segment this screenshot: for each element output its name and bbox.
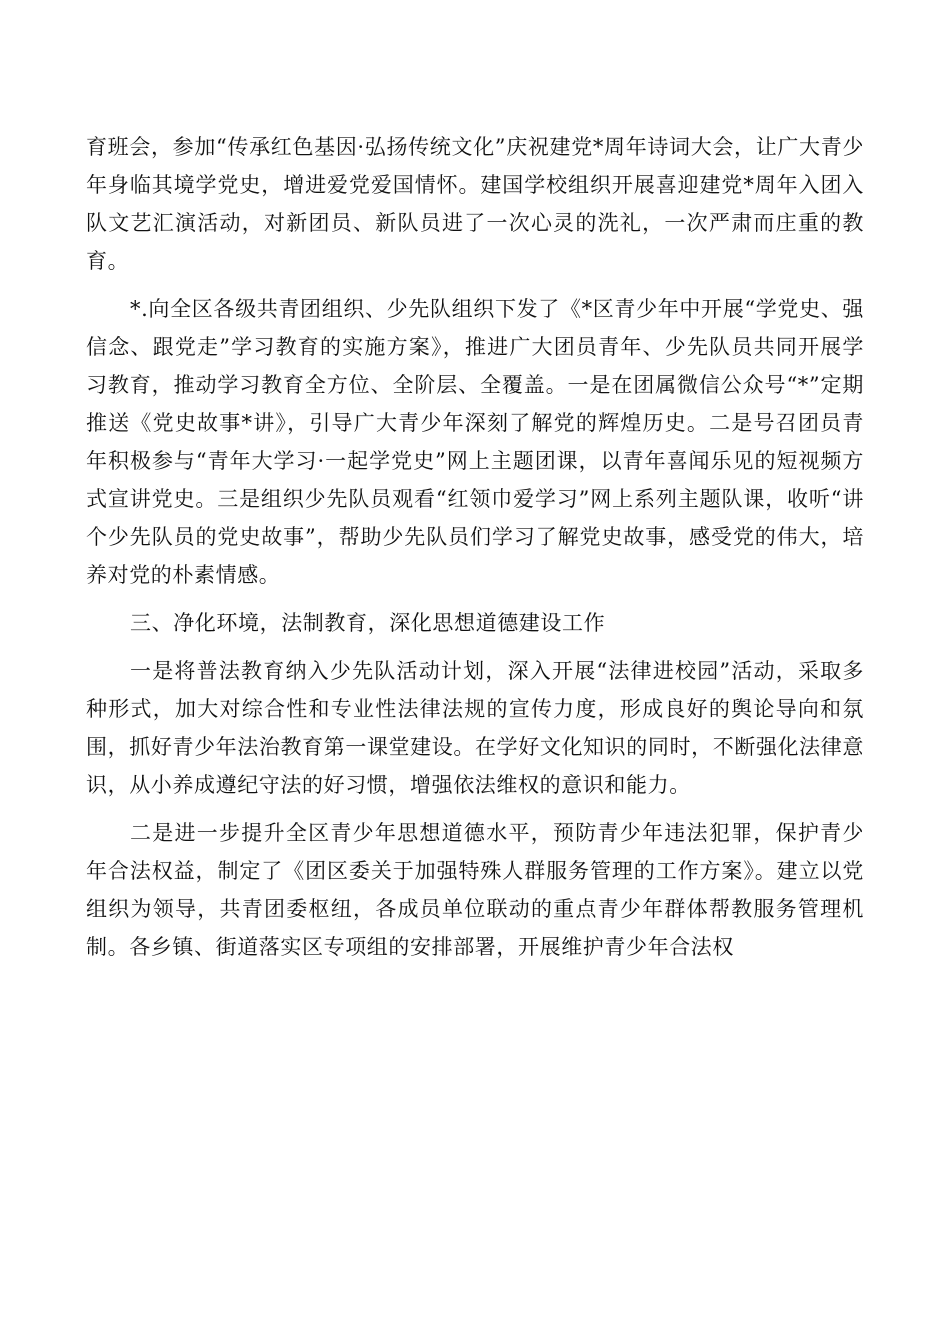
paragraph-youth-protection: 二是进一步提升全区青少年思想道德水平，预防青少年违法犯罪，保护青少年合法权益，制定了《团区委关于加强特殊人群服务管理的工作方案》。建立以党组织为领导，共青团委枢纽，各成员单位联动的重点青少年群体帮教服务管理机制。各乡镇、街道落实区专项组的安排部署，开展维护青少年合法权	[86, 821, 864, 959]
paragraph-continued: 育班会，参加“传承红色基因·弘扬传统文化”庆祝建党*周年诗词大会，让广大青少年身临其境学党史，增进爱党爱国情怀。建国学校组织开展喜迎建党*周年入团入队文艺汇演活动，对新团员、新队员进了一次心灵的洗礼，一次严肃而庄重的教育。	[86, 135, 864, 273]
paragraph-study-campaign: *.向全区各级共青团组织、少先队组织下发了《*区青少年中开展“学党史、强信念、跟党走”学习教育的实施方案》，推进广大团员青年、少先队员共同开展学习教育，推动学习教育全方位、全阶层、全覆盖。一是在团属微信公众号“*”定期推送《党史故事*讲》，引导广大青少年深刻了解党的辉煌历史。二是号召团员青年积极参与“青年大学习·一起学党史”网上主题团课，以青年喜闻乐见的短视频方式宣讲党史。三是组织少先队员观看“红领巾爱学习”网上系列主题队课，收听“讲个少先队员的党史故事”，帮助少先队员们学习了解党史故事，感受党的伟大，培养对党的朴素情感。	[86, 297, 864, 587]
document-page	[86, 128, 864, 976]
paragraph-law-education: 一是将普法教育纳入少先队活动计划，深入开展“法律进校园”活动，采取多种形式，加大对综合性和专业性法律法规的宣传力度，形成良好的舆论导向和氛围，抓好青少年法治教育第一课堂建设。在学好文化知识的同时，不断强化法律意识，从小养成遵纪守法的好习惯，增强依法维权的意识和能力。	[86, 659, 864, 797]
section-heading-three: 三、净化环境，法制教育，深化思想道德建设工作	[130, 611, 606, 635]
